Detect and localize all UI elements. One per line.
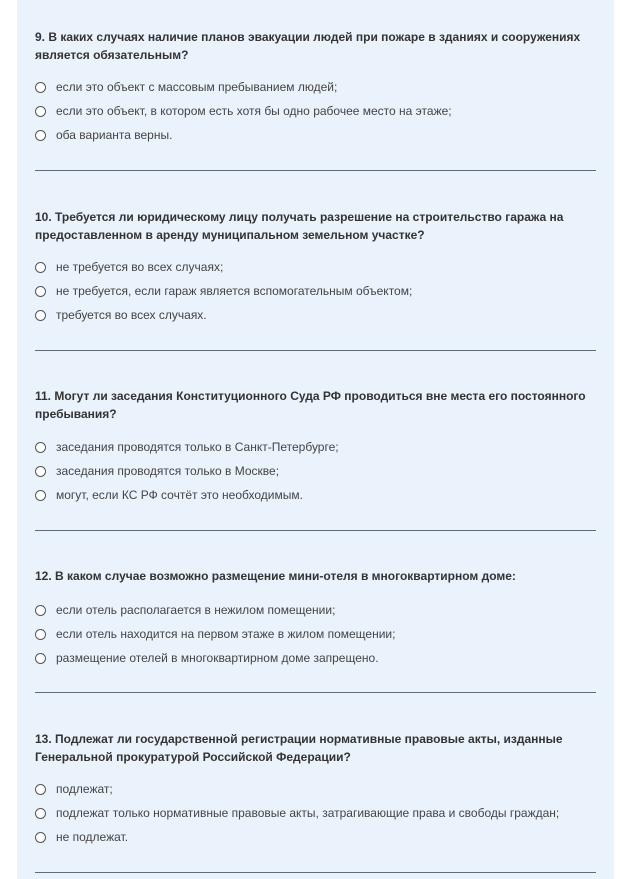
option-label: подлежат; — [56, 782, 113, 796]
option-label: если это объект, в котором есть хотя бы одно рабочее место на этаже; — [56, 104, 452, 118]
question-divider — [35, 530, 596, 531]
option-label: могут, если КС РФ сочтёт это необходимым. — [56, 488, 303, 502]
radio-button[interactable] — [35, 832, 46, 843]
answer-option[interactable] — [35, 780, 113, 798]
radio-button[interactable] — [35, 784, 46, 795]
answer-option[interactable] — [35, 78, 337, 96]
answer-option[interactable] — [35, 282, 412, 300]
option-label: требуется во всех случаях. — [56, 308, 207, 322]
option-label: не подлежат. — [56, 830, 129, 844]
question-divider — [35, 692, 596, 693]
answer-option[interactable] — [35, 126, 172, 144]
radio-button[interactable] — [35, 130, 46, 141]
option-label: заседания проводятся только в Санкт-Петербурге; — [56, 440, 339, 454]
question-title: 9. В каких случаях наличие планов эвакуации людей при пожаре в зданиях и сооружениях является обязательным? — [35, 30, 581, 62]
option-label: если отель находится на первом этаже в жилом помещении; — [56, 627, 396, 641]
question-title: 11. Могут ли заседания Конституционного Суда РФ проводиться вне места его постоянного пребывания? — [35, 389, 586, 421]
radio-button[interactable] — [35, 653, 46, 664]
radio-button[interactable] — [35, 490, 46, 501]
radio-button[interactable] — [35, 466, 46, 477]
answer-option[interactable] — [35, 601, 335, 619]
option-label: если отель располагается в нежилом помещении; — [56, 603, 336, 617]
question-divider — [35, 170, 596, 171]
answer-option[interactable] — [35, 306, 207, 324]
option-label: если это объект с массовым пребыванием людей; — [56, 80, 338, 94]
option-label: не требуется во всех случаях; — [56, 260, 224, 274]
answer-option[interactable] — [35, 438, 339, 456]
radio-button[interactable] — [35, 106, 46, 117]
question-title: 13. Подлежат ли государственной регистрации нормативные правовые акты, изданные Генеральной прокуратурой Российской Федерации? — [35, 732, 563, 764]
question-title: 10. Требуется ли юридическому лицу получать разрешение на строительство гаража на предоставленном в аренду муниципальном земельном участке? — [35, 210, 564, 242]
question-divider — [35, 350, 596, 351]
question-title: 12. В каком случае возможно размещение мини-отеля в многоквартирном доме: — [35, 569, 516, 583]
radio-button[interactable] — [35, 286, 46, 297]
answer-option[interactable] — [35, 804, 559, 822]
option-label: размещение отелей в многоквартирном доме запрещено. — [56, 651, 379, 665]
radio-button[interactable] — [35, 310, 46, 321]
answer-option[interactable] — [35, 258, 223, 276]
question-divider — [35, 872, 596, 873]
radio-button[interactable] — [35, 442, 46, 453]
radio-button[interactable] — [35, 605, 46, 616]
radio-button[interactable] — [35, 262, 46, 273]
option-label: оба варианта верны. — [56, 128, 173, 142]
radio-button[interactable] — [35, 629, 46, 640]
answer-option[interactable] — [35, 486, 303, 504]
answer-option[interactable] — [35, 102, 452, 120]
radio-button[interactable] — [35, 82, 46, 93]
answer-option[interactable] — [35, 828, 128, 846]
option-label: заседания проводятся только в Москве; — [56, 464, 280, 478]
answer-option[interactable] — [35, 649, 379, 667]
answer-option[interactable] — [35, 462, 279, 480]
quiz-panel — [17, 0, 614, 879]
option-label: подлежат только нормативные правовые акты, затрагивающие права и свободы граждан; — [56, 806, 560, 820]
option-label: не требуется, если гараж является вспомогательным объектом; — [56, 284, 413, 298]
answer-option[interactable] — [35, 625, 395, 643]
radio-button[interactable] — [35, 808, 46, 819]
